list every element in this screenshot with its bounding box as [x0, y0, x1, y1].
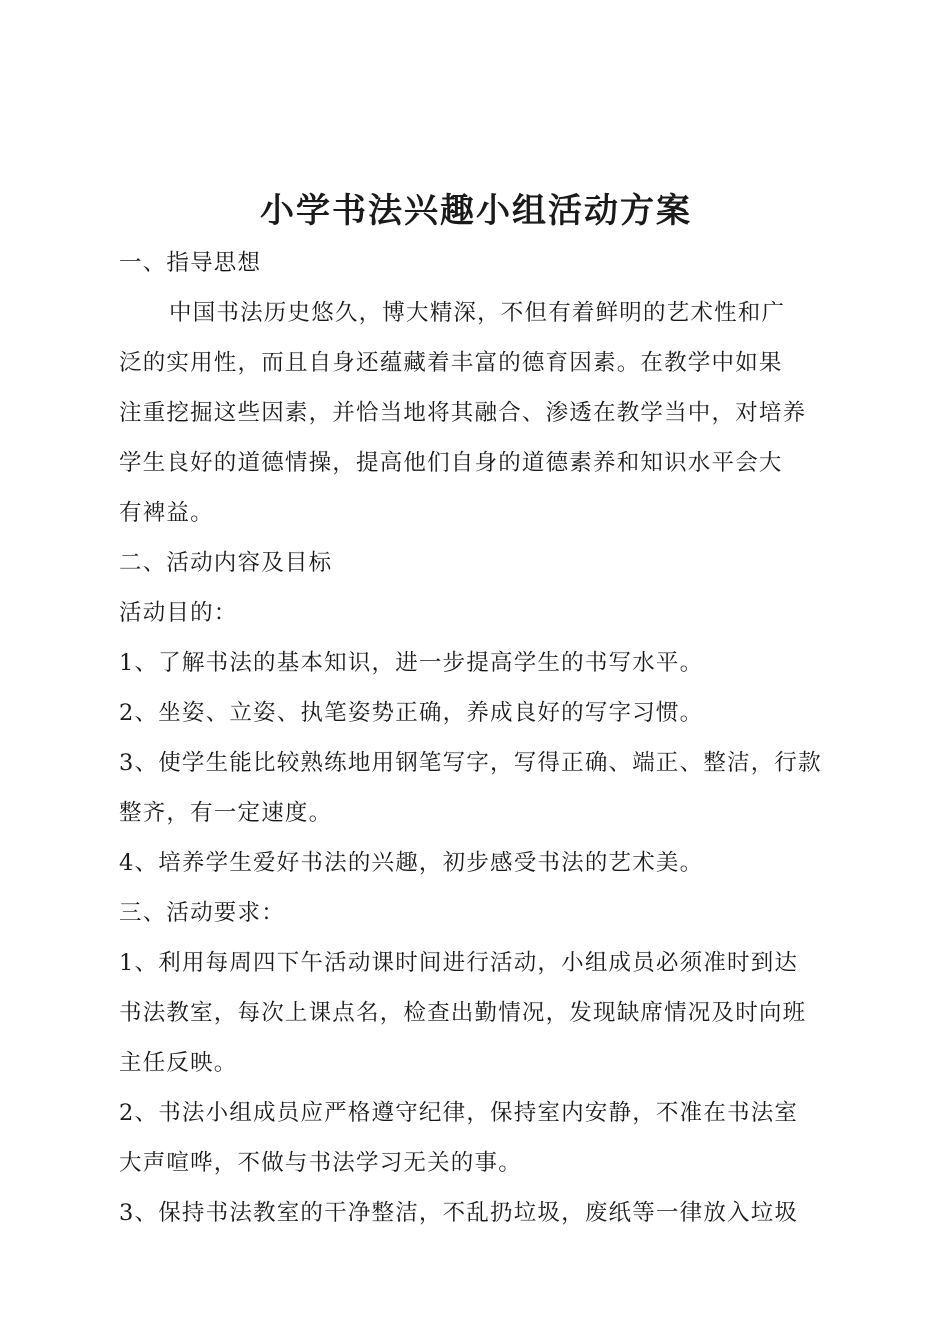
- list-item-continuation: 主任反映。: [119, 1050, 238, 1076]
- list-item: 2、坐姿、立姿、执笔姿势正确，养成良好的写字习惯。: [119, 700, 704, 726]
- list-item: 1、了解书法的基本知识，进一步提高学生的书写水平。: [119, 650, 704, 676]
- section-heading-content-goals: 二、活动内容及目标: [119, 550, 333, 576]
- paragraph-line: 有裨益。: [119, 500, 214, 526]
- paragraph-line: 注重挖掘这些因素，并恰当地将其融合、渗透在教学当中，对培养: [119, 400, 807, 426]
- paragraph-line: 中国书法历史悠久，博大精深，不但有着鲜明的艺术性和广: [169, 300, 786, 326]
- list-item-continuation: 大声喧哗，不做与书法学习无关的事。: [119, 1150, 522, 1176]
- list-item-continuation: 书法教室，每次上课点名，检查出勤情况，发现缺席情况及时向班: [119, 1000, 807, 1026]
- list-item: 1、利用每周四下午活动课时间进行活动，小组成员必须准时到达: [119, 950, 799, 976]
- subheading-purpose: 活动目的：: [119, 600, 238, 626]
- section-heading-requirements: 三、活动要求：: [119, 900, 285, 926]
- paragraph-line: 学生良好的道德情操，提高他们自身的道德素养和知识水平会大: [119, 450, 783, 476]
- list-item: 3、保持书法教室的干净整洁，不乱扔垃圾，废纸等一律放入垃圾: [119, 1200, 799, 1226]
- section-heading-guiding-ideology: 一、指导思想: [119, 250, 262, 276]
- document-page: [119, 184, 833, 1238]
- list-item: 3、使学生能比较熟练地用钢笔写字，写得正确、端正、整洁，行款: [119, 750, 822, 776]
- list-item: 4、培养学生爱好书法的兴趣，初步感受书法的艺术美。: [119, 850, 704, 876]
- document-title: 小学书法兴趣小组活动方案: [260, 191, 692, 231]
- list-item-continuation: 整齐，有一定速度。: [119, 800, 333, 826]
- paragraph-line: 泛的实用性，而且自身还蕴藏着丰富的德育因素。在教学中如果: [119, 350, 783, 376]
- list-item: 2、书法小组成员应严格遵守纪律，保持室内安静，不准在书法室: [119, 1100, 799, 1126]
